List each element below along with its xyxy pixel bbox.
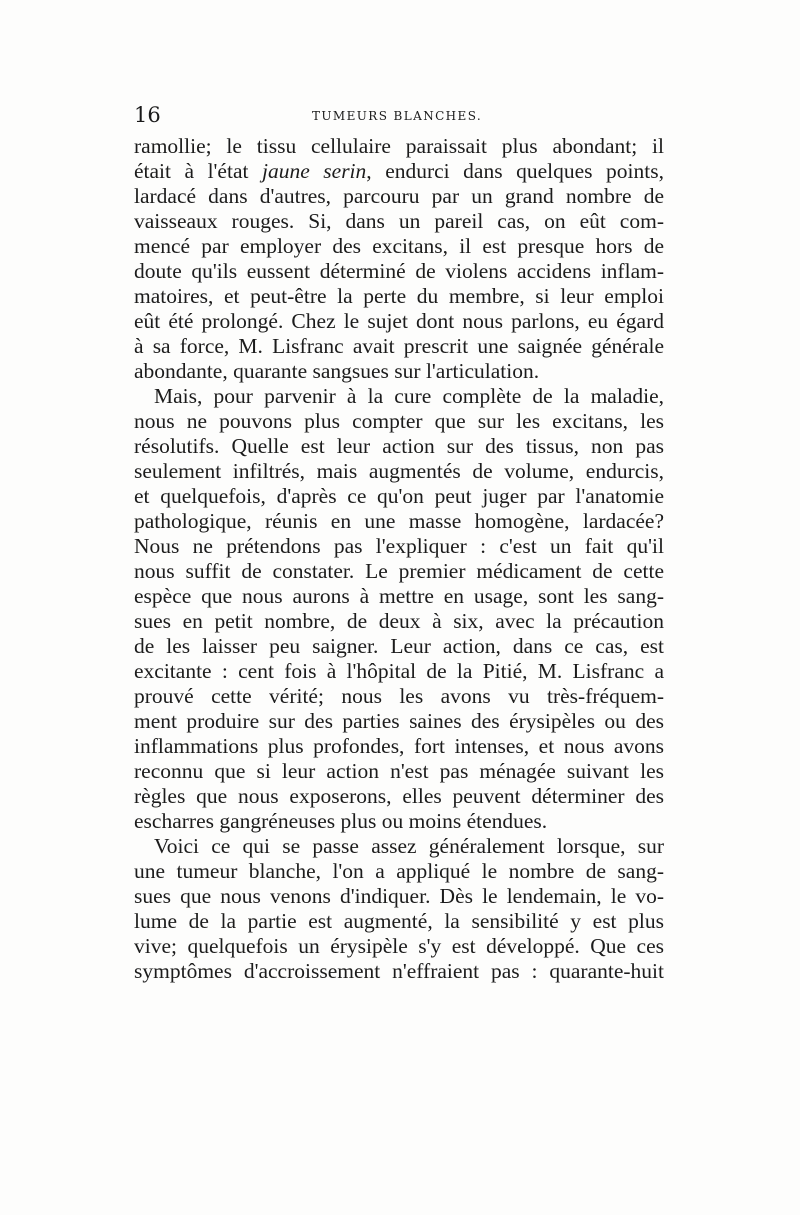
- text-line: une tumeur blanche, l'on a appliqué le nombre de sang-: [134, 859, 664, 883]
- text-line: abondante, quarante sangsues sur l'articulation.: [134, 359, 540, 383]
- text-line: à sa force, M. Lisfranc avait prescrit une saignée générale: [134, 334, 664, 358]
- text-line: prouvé cette vérité; nous les avons vu très-fréquem-: [134, 684, 664, 708]
- text-line: seulement infiltrés, mais augmentés de volume, endurcis,: [134, 459, 664, 483]
- text-line: reconnu que si leur action n'est pas ménagée suivant les: [134, 759, 664, 783]
- text-line: escharres gangréneuses plus ou moins étendues.: [134, 809, 548, 833]
- text-line: résolutifs. Quelle est leur action sur des tissus, non pas: [134, 434, 664, 458]
- paragraph-3: [134, 834, 664, 984]
- body-text: [134, 134, 664, 984]
- text-line: Nous ne prétendons pas l'expliquer : c'est un fait qu'il: [134, 534, 664, 558]
- text-line: de les laisser peu saigner. Leur action, dans ce cas, est: [134, 634, 664, 658]
- text-line: lume de la partie est augmenté, la sensibilité y est plus: [134, 909, 664, 933]
- running-title: TUMEURS BLANCHES.: [312, 109, 483, 123]
- text-line: symptômes d'accroissement n'effraient pas : quarante-huit: [134, 959, 664, 983]
- paragraph-1: [134, 134, 664, 384]
- page-header: [134, 104, 664, 126]
- text-line: nous ne pouvons plus compter que sur les excitans, les: [134, 409, 664, 433]
- text-line: lardacé dans d'autres, parcouru par un grand nombre de: [134, 184, 664, 208]
- text-line: vive; quelquefois un érysipèle s'y est développé. Que ces: [134, 934, 664, 958]
- text-line: espèce que nous aurons à mettre en usage, sont les sang-: [134, 584, 664, 608]
- text-line: nous suffit de constater. Le premier médicament de cette: [134, 559, 664, 583]
- text-line: règles que nous exposerons, elles peuvent déterminer des: [134, 784, 664, 808]
- text-line: ramollie; le tissu cellulaire paraissait plus abondant; il: [134, 134, 664, 158]
- text-line: et quelquefois, d'après ce qu'on peut juger par l'anatomie: [134, 484, 664, 508]
- text-line: pathologique, réunis en une masse homogène, lardacée?: [134, 509, 664, 533]
- text-line: Voici ce qui se passe assez généralement lorsque, sur: [154, 834, 664, 858]
- text-line: doute qu'ils eussent déterminé de violens accidens inflam-: [134, 259, 664, 283]
- text-line: mencé par employer des excitans, il est presque hors de: [134, 234, 664, 258]
- page-number: 16: [134, 103, 161, 127]
- text-line: excitante : cent fois à l'hôpital de la Pitié, M. Lisfranc a: [134, 659, 664, 683]
- paragraph-2: [134, 384, 664, 834]
- text-line: eût été prolongé. Chez le sujet dont nous parlons, eu égard: [134, 309, 664, 333]
- text-line: sues en petit nombre, de deux à six, avec la précaution: [134, 609, 664, 633]
- text-line: Mais, pour parvenir à la cure complète de la maladie,: [154, 384, 664, 408]
- text-line: inflammations plus profondes, fort intenses, et nous avons: [134, 734, 664, 758]
- text-line: matoires, et peut-être la perte du membre, si leur emploi: [134, 284, 664, 308]
- text-line: vaisseaux rouges. Si, dans un pareil cas, on eût com-: [134, 209, 664, 233]
- text-line: sues que nous venons d'indiquer. Dès le lendemain, le vo-: [134, 884, 664, 908]
- text-line: était à l'état jaune serin, endurci dans quelques points,: [134, 159, 664, 183]
- text-line: ment produire sur des parties saines des érysipèles ou des: [134, 709, 664, 733]
